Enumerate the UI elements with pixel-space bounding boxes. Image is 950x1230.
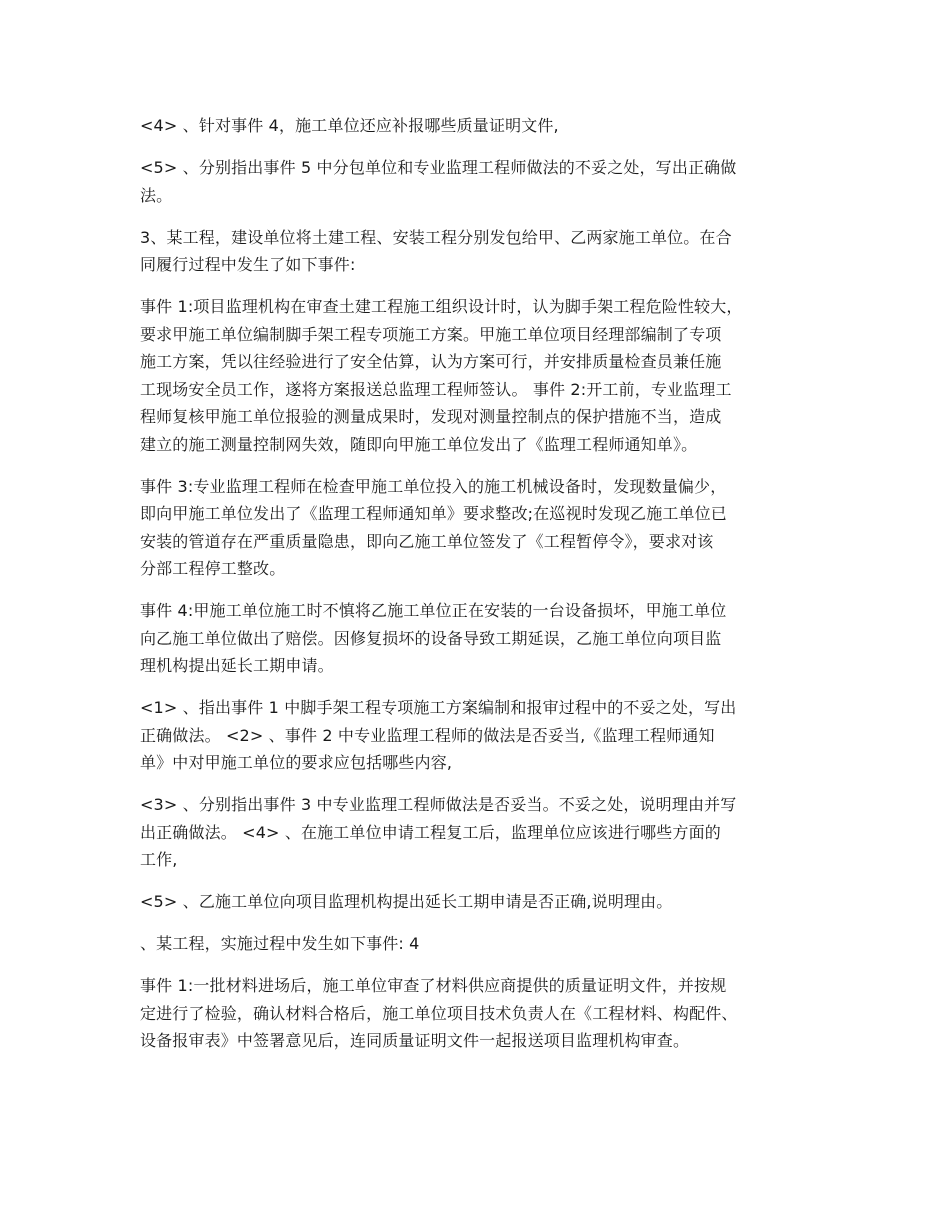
paragraph-event1-event2 [140, 293, 816, 458]
text-line: 程师复核甲施工单位报验的测量成果时，发现对测量控制点的保护措施不当，造成 [140, 407, 722, 426]
text-line: <5> 、乙施工单位向项目监理机构提出延长工期申请是否正确,说明理由。 [140, 892, 673, 911]
text-line: 正确做法。 <2> 、事件 2 中专业监理工程师的做法是否妥当,《监理工程师通知 [140, 725, 715, 745]
paragraph-case4-intro [140, 930, 816, 958]
paragraph-case4-event1 [140, 972, 816, 1055]
document-page [140, 112, 816, 1069]
text-line: 3、某工程，建设单位将土建工程、安装工程分别发包给甲、乙两家施工单位。在合 [140, 227, 732, 247]
text-line: <3> 、分别指出事件 3 中专业监理工程师做法是否妥当。不妥之处，说明理由并写 [140, 795, 737, 814]
text-line: 设备报审表》中签署意见后，连同质量证明文件一起报送项目监理机构审查。 [140, 1031, 690, 1050]
text-line: <4> 、针对事件 4，施工单位还应补报哪些质量证明文件, [140, 116, 559, 135]
text-line: 、某工程，实施过程中发生如下事件: 4 [140, 934, 420, 953]
paragraph-event4 [140, 597, 816, 680]
text-line: 事件 3:专业监理工程师在检查甲施工单位投入的施工机械设备时，发现数量偏少， [140, 476, 727, 496]
text-line: 定进行了检验，确认材料合格后，施工单位项目技术负责人在《工程材料、构配件、 [140, 1003, 738, 1023]
text-line: 法。 [140, 185, 173, 205]
text-line: 单》中对甲施工单位的要求应包括哪些内容, [140, 753, 453, 772]
text-line: 理机构提出延长工期申请。 [140, 656, 334, 675]
text-line: <5> 、分别指出事件 5 中分包单位和专业监理工程师做法的不妥之处，写出正确做 [140, 158, 737, 177]
text-line: 安装的管道存在严重质量隐患，即向乙施工单位签发了《工程暂停令》，要求对该 [140, 531, 714, 551]
paragraph-case3-intro [140, 224, 816, 279]
text-line: 向乙施工单位做出了赔偿。因修复损坏的设备导致工期延误，乙施工单位向项目监 [140, 628, 722, 648]
text-line: 工作, [140, 850, 178, 869]
text-line: <1> 、指出事件 1 中脚手架工程专项施工方案编制和报审过程中的不妥之处，写出 [140, 698, 737, 717]
text-line: 工现场安全员工作，遂将方案报送总监理工程师签认。 事件 2:开工前，专业监理工 [140, 379, 732, 399]
paragraph-questions-3-4 [140, 791, 816, 874]
text-line: 事件 4:甲施工单位施工时不慎将乙施工单位正在安装的一台设备损坏，甲施工单位 [140, 601, 727, 620]
paragraph-item5-question [140, 154, 816, 209]
paragraph-question-5 [140, 888, 816, 916]
text-line: 建立的施工测量控制网失效，随即向甲施工单位发出了《监理工程师通知单》。 [140, 434, 698, 454]
paragraph-questions-1-2 [140, 694, 816, 777]
text-line: 事件 1:一批材料进场后，施工单位审查了材料供应商提供的质量证明文件，并按规 [140, 976, 727, 995]
text-line: 事件 1:项目监理机构在审查土建工程施工组织设计时，认为脚手架工程危险性较大， [140, 297, 743, 316]
text-line: 即向甲施工单位发出了《监理工程师通知单》要求整改;在巡视时发现乙施工单位已 [140, 504, 727, 523]
text-line: 同履行过程中发生了如下事件: [140, 255, 356, 274]
paragraph-event3 [140, 473, 816, 583]
text-line: 施工方案，凭以往经验进行了安全估算，认为方案可行，并安排质量检查员兼任施 [140, 352, 722, 371]
paragraph-item4-question [140, 112, 816, 140]
text-line: 出正确做法。 <4> 、在施工单位申请工程复工后，监理单位应该进行哪些方面的 [140, 822, 721, 842]
text-line: 要求甲施工单位编制脚手架工程专项施工方案。甲施工单位项目经理部编制了专项 [140, 324, 722, 344]
text-line: 分部工程停工整改。 [140, 559, 286, 578]
